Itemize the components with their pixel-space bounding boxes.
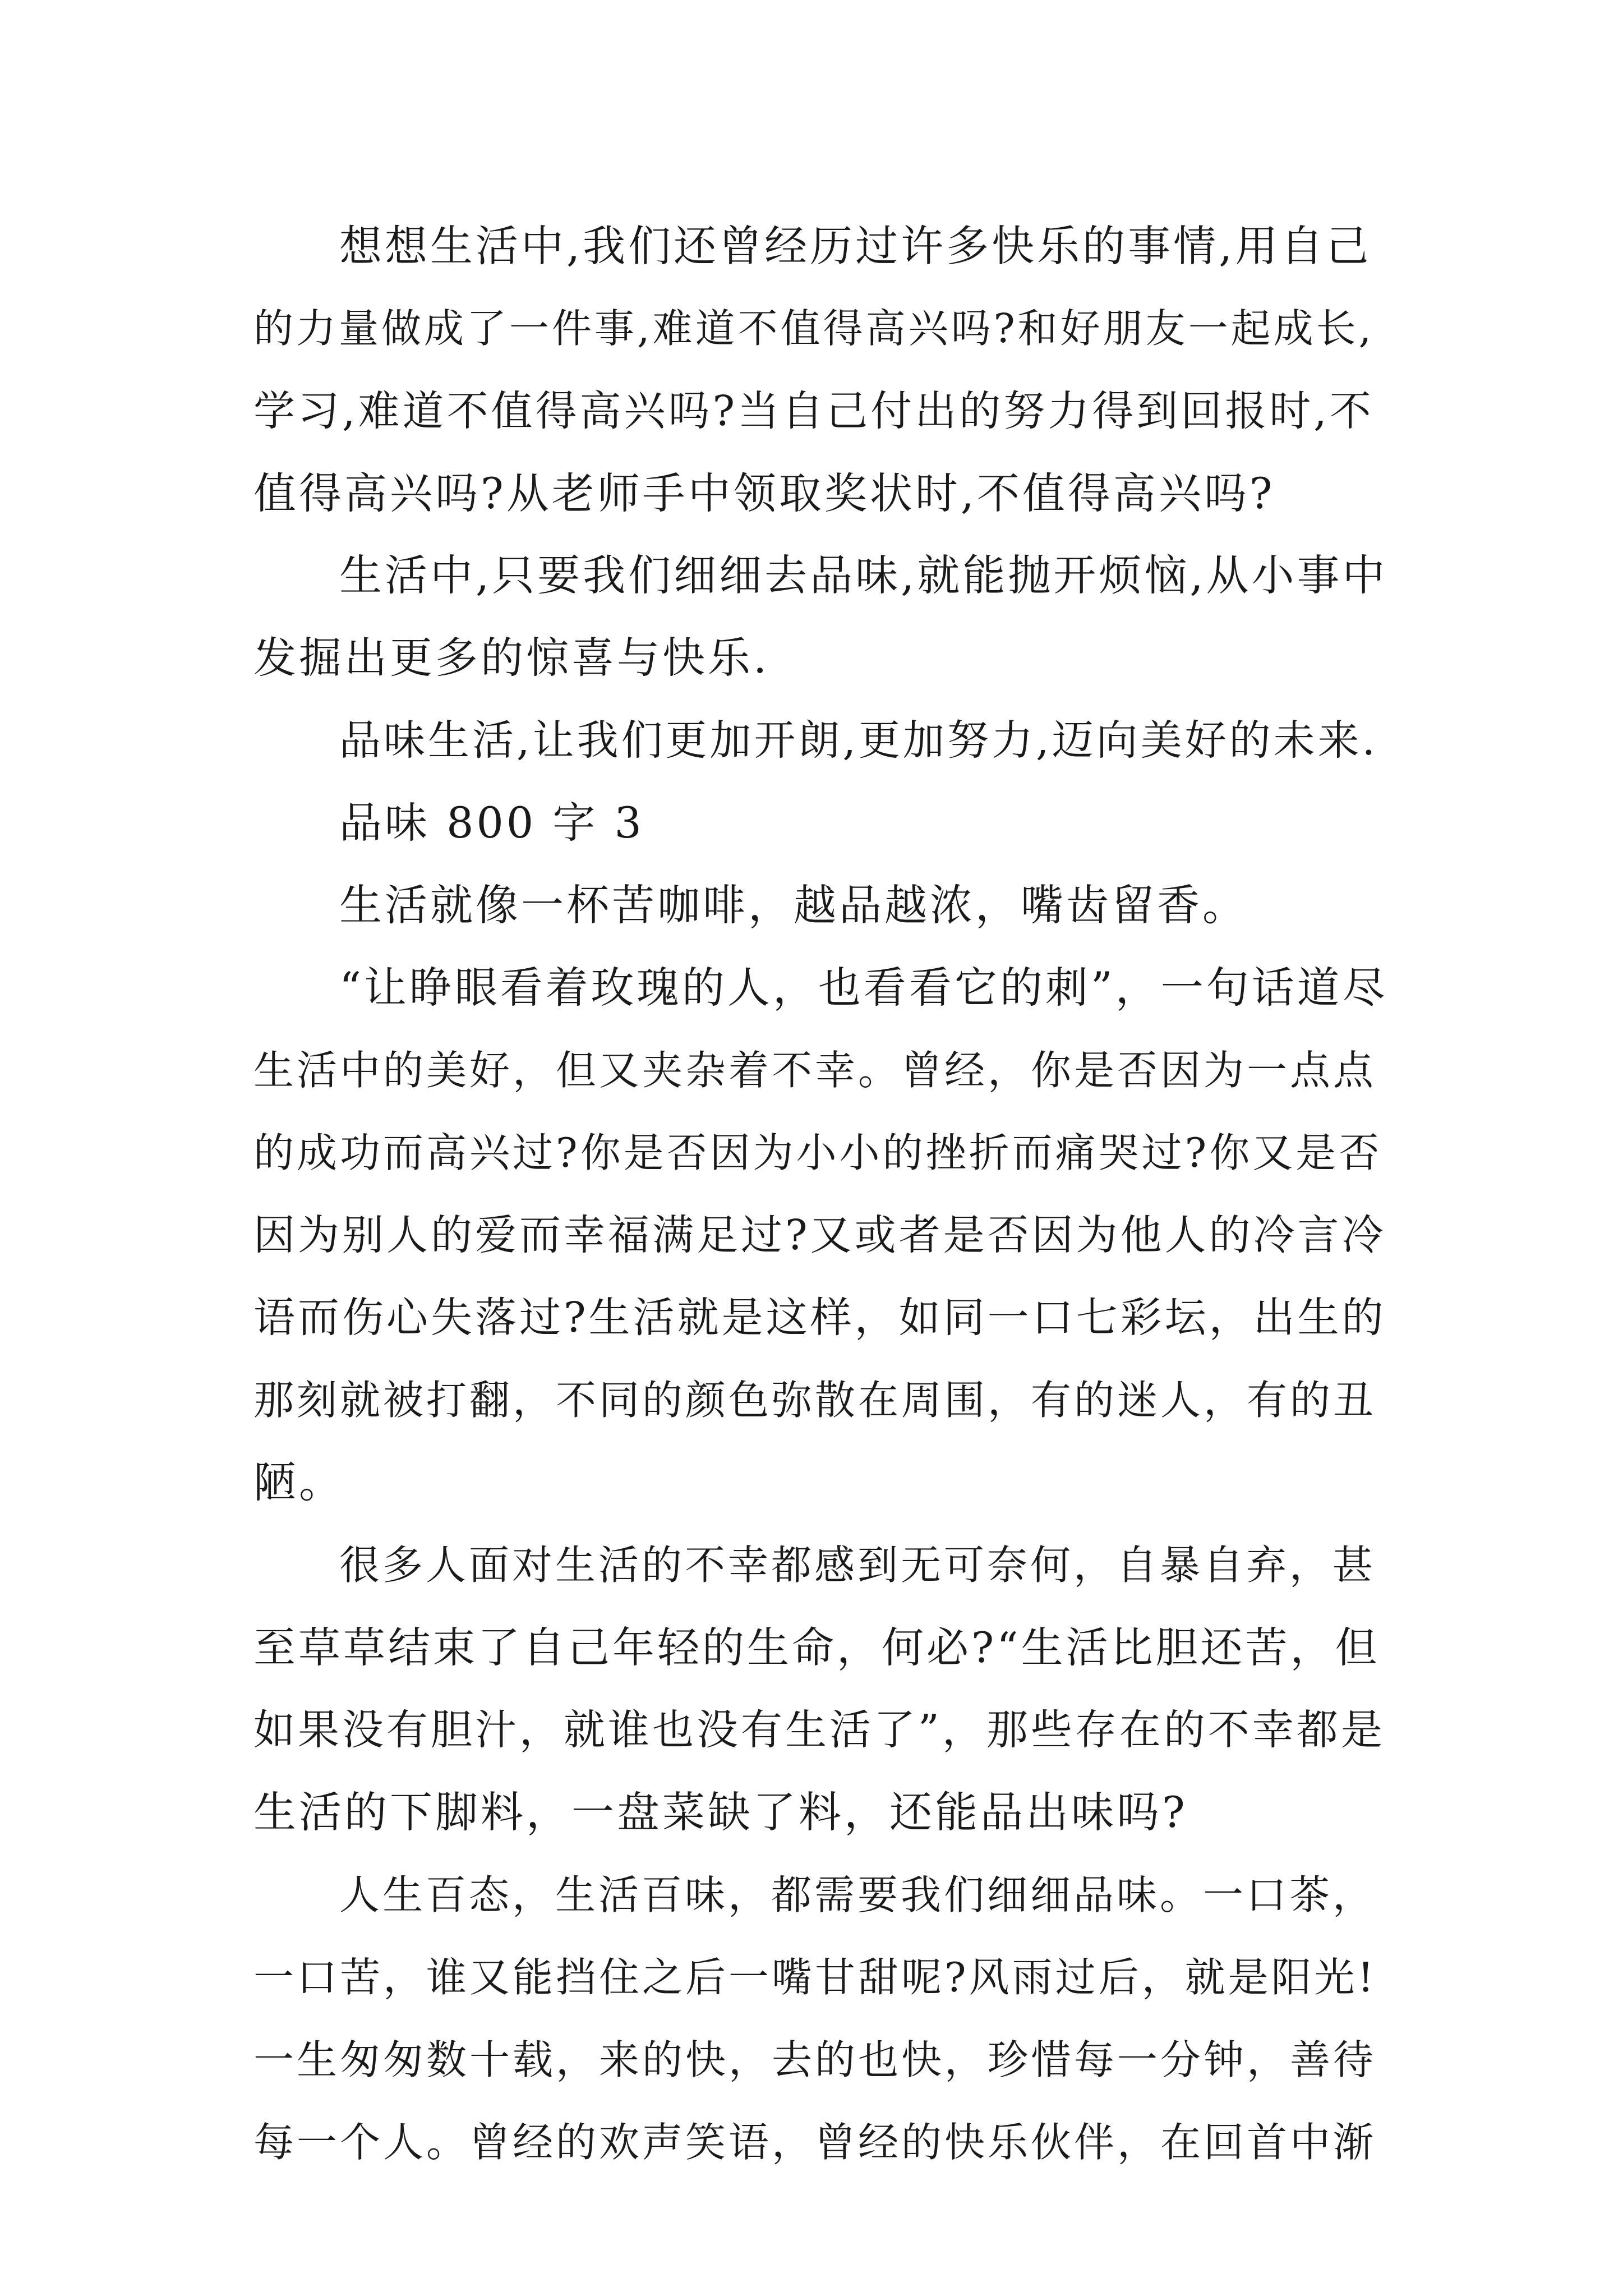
text-line: 陋。 — [253, 1457, 344, 1507]
text-line: 想想生活中,我们还曾经历过许多快乐的事情,用自己 — [339, 221, 1372, 271]
text-line: 值得高兴吗?从老师手中领取奖状时,不值得高兴吗? — [253, 468, 1275, 518]
text-line: 每一个人。曾经的欢声笑语，曾经的快乐伙伴，在回首中渐 — [253, 2119, 1377, 2166]
text-line: 一口苦，谁又能挡住之后一嘴甘甜呢?风雨过后，就是阳光! — [253, 1954, 1377, 2001]
text-line: “让睁眼看着玫瑰的人，也看看它的刺”，一句话道尽 — [339, 963, 1388, 1013]
text-line: 学习,难道不值得高兴吗?当自己付出的努力得到回报时,不 — [253, 387, 1374, 435]
text-line: 人生百态，生活百味，都需要我们细细品味。一口茶， — [339, 1871, 1376, 1918]
text-line: 语而伤心失落过?生活就是这样，如同一口七彩坛，出生的 — [253, 1294, 1386, 1342]
text-line: 至草草结束了自己年轻的生命，何必?“生活比胆还苦，但 — [253, 1623, 1380, 1672]
text-line: 一生匆匆数十载，来的快，去的也快，珍惜每一分钟，善待 — [253, 2036, 1377, 2083]
text-line: 的力量做成了一件事,难道不值得高兴吗?和好朋友一起成长, — [253, 305, 1375, 352]
text-line: 品味生活,让我们更加开朗,更加努力,迈向美好的未来. — [339, 716, 1378, 765]
text-line: 的成功而高兴过?你是否因为小小的挫折而痛哭过?你又是否 — [253, 1129, 1382, 1176]
text-line: 那刻就被打翻，不同的颜色弥散在周围，有的迷人，有的丑 — [253, 1377, 1377, 1424]
text-line: 很多人面对生活的不幸都感到无可奈何，自暴自弃，甚 — [339, 1542, 1376, 1589]
text-line: 生活中的美好，但又夹杂着不幸。曾经，你是否因为一点点 — [253, 1047, 1377, 1094]
text-line: 如果没有胆汁，就谁也没有生活了”，那些存在的不幸都是 — [253, 1706, 1385, 1754]
text-line: 生活的下脚料，一盘菜缺了料，还能品出味吗? — [253, 1787, 1188, 1837]
text-line: 因为别人的爱而幸福满足过?又或者是否因为他人的冷言冷 — [253, 1211, 1386, 1259]
text-line: 生活中,只要我们细细去品味,就能抛开烦恼,从小事中 — [339, 550, 1388, 600]
section-heading: 品味 800 字 3 — [339, 798, 644, 848]
text-line: 发掘出更多的惊喜与快乐. — [253, 633, 770, 683]
text-line: 生活就像一杯苦咖啡，越品越浓，嘴齿留香。 — [339, 880, 1248, 930]
